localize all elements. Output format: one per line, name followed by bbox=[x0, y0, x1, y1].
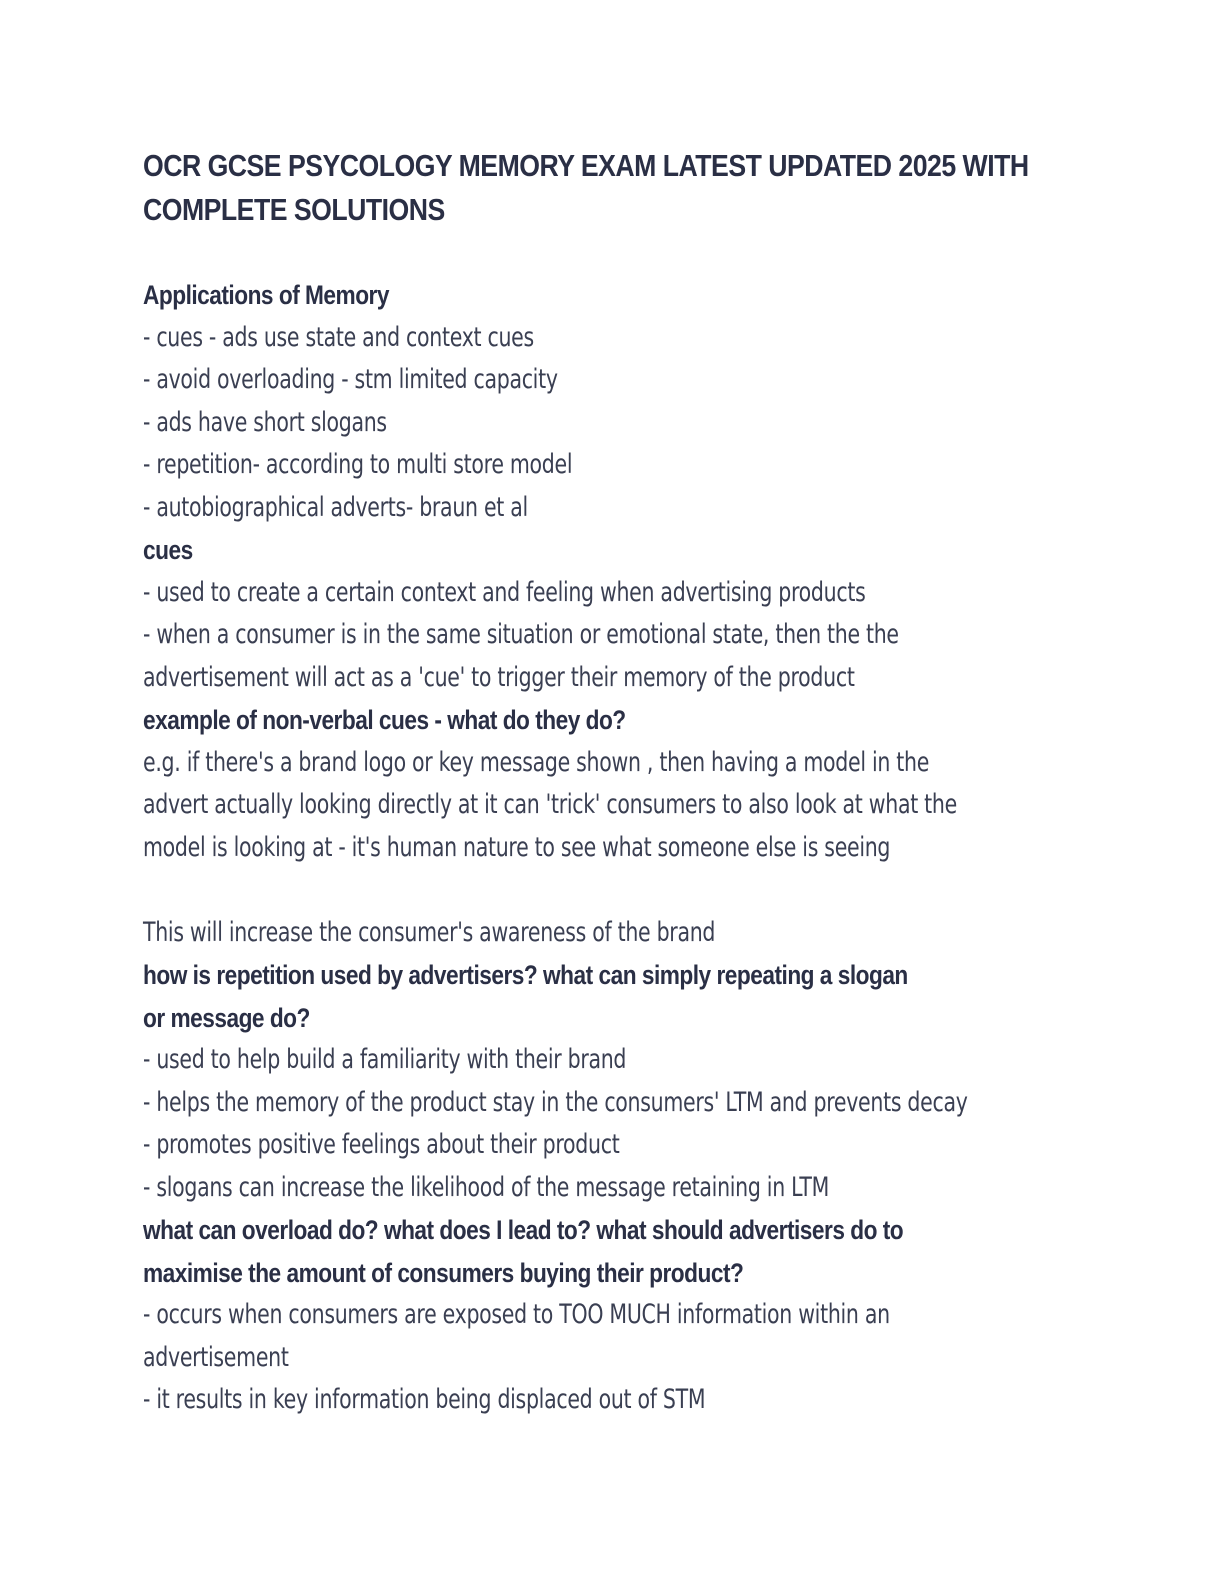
answer-block bbox=[143, 1039, 1078, 1209]
flashcard-cues bbox=[143, 529, 1083, 699]
question-line: what can overload do? what does I lead to? what should advertisers do to bbox=[143, 1215, 904, 1245]
question-line: or message do? bbox=[143, 1002, 310, 1033]
answer-block bbox=[143, 317, 1078, 530]
question-line: how is repetition used by advertisers? what can simply repeating a slogan bbox=[143, 960, 908, 990]
answer-line: - promotes positive feelings about their product bbox=[143, 1129, 620, 1160]
flashcard-non-verbal-cues bbox=[143, 699, 1083, 954]
answer-line: - when a consumer is in the same situation or emotional state, then the the bbox=[143, 619, 899, 650]
blank-line bbox=[143, 869, 1078, 912]
answer-line: - used to create a certain context and feeling when advertising products bbox=[143, 576, 866, 608]
answer-line: - cues - ads use state and context cues bbox=[143, 321, 534, 353]
answer-line: This will increase the consumer's awareness of the brand bbox=[143, 916, 716, 948]
flashcard-applications-of-memory bbox=[143, 274, 1083, 529]
answer-block bbox=[143, 572, 1078, 700]
answer-block bbox=[143, 742, 1078, 955]
question-heading bbox=[143, 954, 1067, 1039]
answer-line: - avoid overloading - stm limited capacity bbox=[143, 364, 558, 395]
answer-line: - used to help build a familiarity with their brand bbox=[143, 1044, 627, 1075]
question-line: maximise the amount of consumers buying their product? bbox=[143, 1257, 744, 1288]
question-heading: Applications of Memory bbox=[143, 280, 389, 310]
flashcard-overload bbox=[143, 1209, 1083, 1422]
answer-line: advert actually looking directly at it can 'trick' consumers to also look at what the bbox=[143, 789, 957, 820]
answer-line: - slogans can increase the likelihood of the message retaining in LTM bbox=[143, 1171, 830, 1203]
answer-line: e.g. if there's a brand logo or key message shown , then having a model in the bbox=[143, 746, 930, 778]
question-heading: example of non-verbal cues - what do they do? bbox=[143, 705, 626, 735]
answer-block bbox=[143, 1294, 1078, 1422]
question-heading: cues bbox=[143, 535, 193, 565]
title-line: OCR GCSE PSYCOLOGY MEMORY EXAM LATEST UPDATED 2025 WITH bbox=[143, 148, 1029, 183]
flashcard-repetition bbox=[143, 954, 1083, 1209]
title-line: COMPLETE SOLUTIONS bbox=[143, 192, 445, 227]
answer-line: - helps the memory of the product stay in the consumers' LTM and prevents decay bbox=[143, 1086, 968, 1118]
document-page bbox=[143, 144, 1083, 1422]
question-heading bbox=[143, 1209, 1067, 1294]
answer-line: - occurs when consumers are exposed to TOO MUCH information within an bbox=[143, 1299, 890, 1330]
answer-line: - it results in key information being displaced out of STM bbox=[143, 1384, 706, 1415]
answer-line: advertisement will act as a 'cue' to trigger their memory of the product bbox=[143, 661, 855, 693]
answer-line: - repetition- according to multi store model bbox=[143, 449, 573, 480]
document-title bbox=[143, 144, 1089, 232]
answer-line: advertisement bbox=[143, 1341, 289, 1373]
answer-line: model is looking at - it's human nature to see what someone else is seeing bbox=[143, 831, 891, 863]
answer-line: - autobiographical adverts- braun et al bbox=[143, 491, 528, 523]
answer-line: - ads have short slogans bbox=[143, 406, 387, 438]
